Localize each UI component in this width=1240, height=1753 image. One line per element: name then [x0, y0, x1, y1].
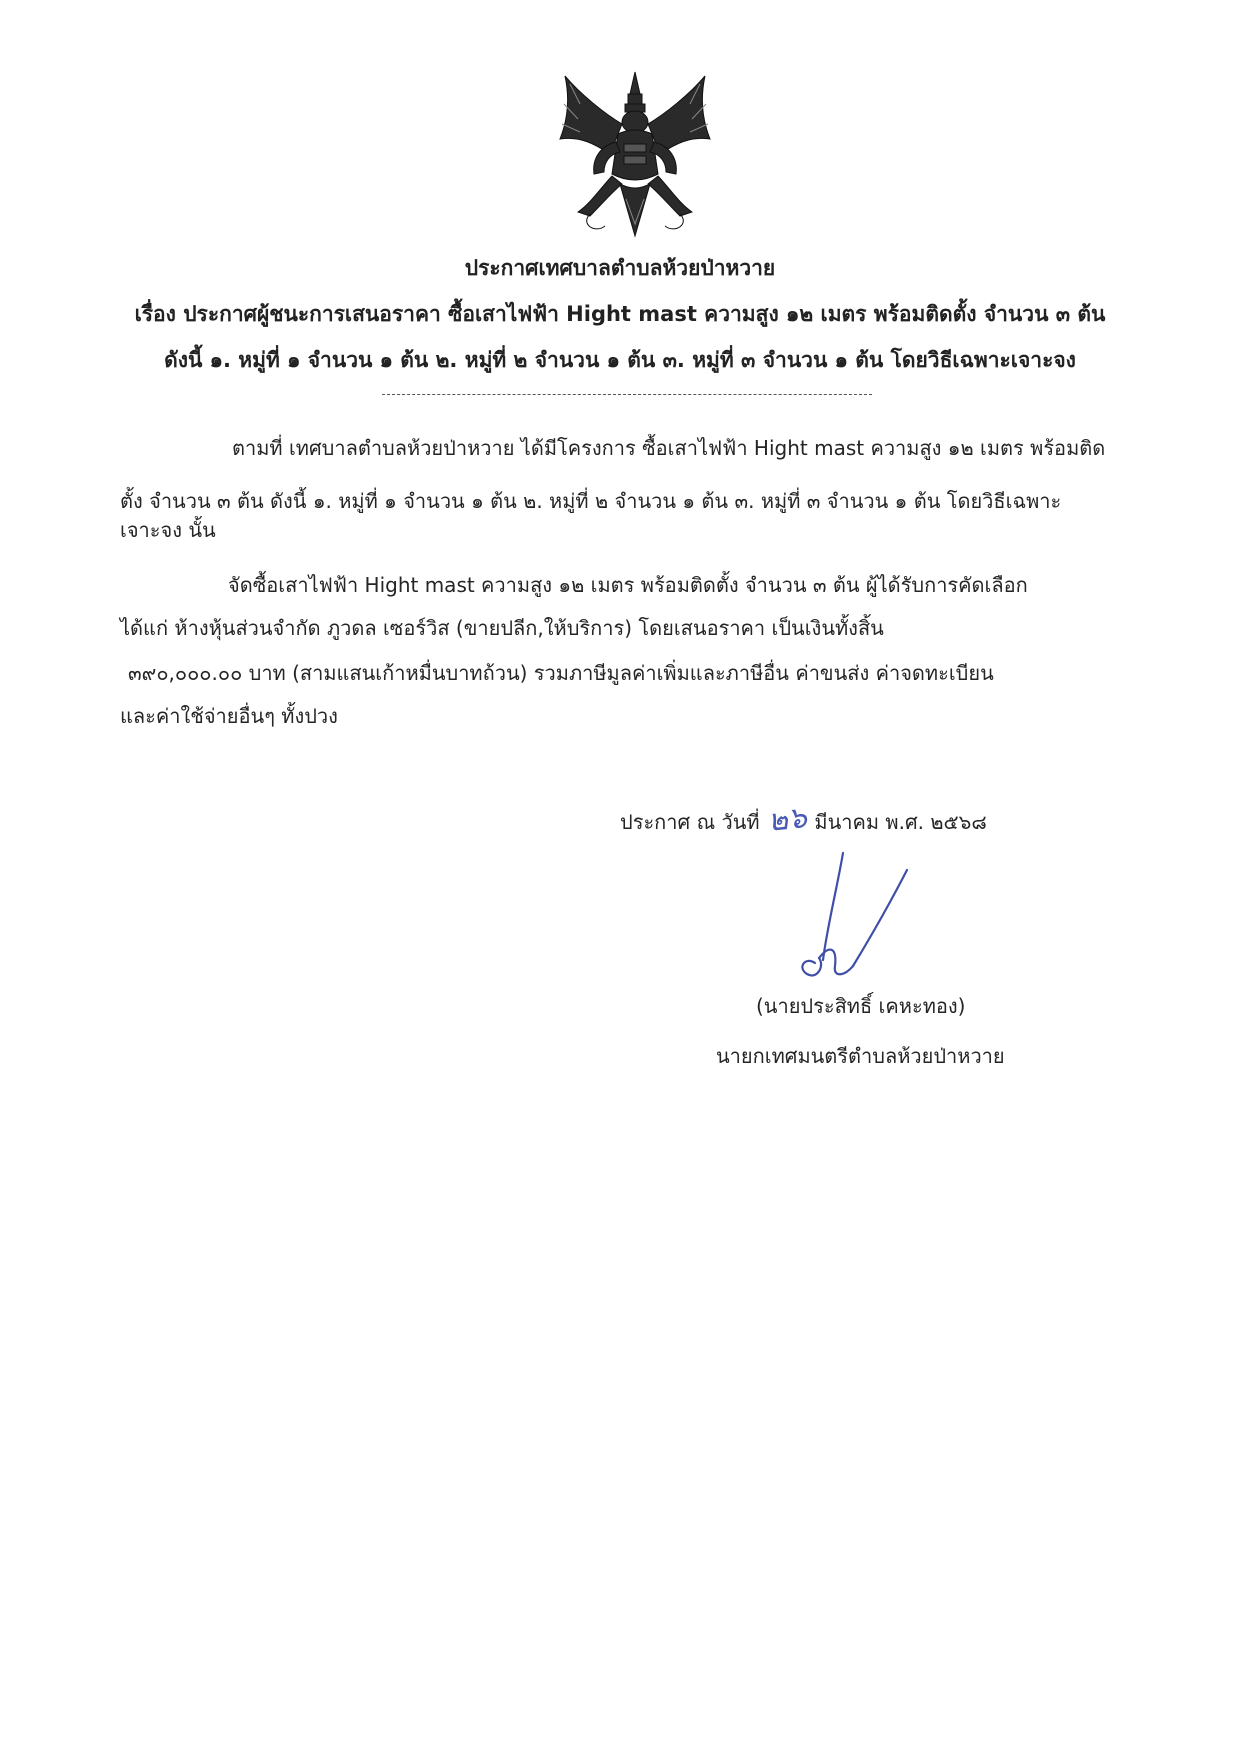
paragraph-2-line-2: ได้แก่ ห้างหุ้นส่วนจำกัด ภูวดล เซอร์วิส (ขายปลีก,ให้บริการ) โดยเสนอราคา เป็นเงินทั้งสิ้น: [120, 616, 884, 640]
paragraph-2-line-4: และค่าใช้จ่ายอื่นๆ ทั้งปวง: [120, 704, 338, 728]
date-month-year: มีนาคม พ.ศ. ๒๕๖๘: [814, 810, 987, 834]
date-prefix: ประกาศ ณ วันที่: [620, 810, 760, 834]
signatory-position: นายกเทศมนตรีตำบลห้วยป่าหวาย: [716, 1044, 1005, 1068]
announcement-subject-line-1: เรื่อง ประกาศผู้ชนะการเสนอราคา ซื้อเสาไฟฟ้า Hight mast ความสูง ๑๒ เมตร พร้อมติดตั้ง จำนวน ๓ ต้น: [134, 302, 1106, 326]
paragraph-2-line-1: จัดซื้อเสาไฟฟ้า Hight mast ความสูง ๑๒ เมตร พร้อมติดตั้ง จำนวน ๓ ต้น ผู้ได้รับการคัดเลือก: [228, 573, 1028, 597]
announcement-date: [620, 796, 987, 843]
paragraph-1-line-1: ตามที่ เทศบาลตำบลห้วยป่าหวาย ได้มีโครงการ ซื้อเสาไฟฟ้า Hight mast ความสูง ๑๒ เมตร พร้อมติด: [232, 436, 1106, 460]
announcement-subject-line-2: ดังนี้ ๑. หมู่ที่ ๑ จำนวน ๑ ต้น ๒. หมู่ที่ ๒ จำนวน ๑ ต้น ๓. หมู่ที่ ๓ จำนวน ๑ ต้น โดยวิธีเฉพาะเจาะจง: [164, 348, 1076, 372]
date-day-handwritten: ๒๖: [765, 800, 809, 839]
paragraph-1-line-3: เจาะจง นั้น: [120, 518, 216, 542]
handwritten-signature: [775, 848, 945, 998]
signatory-name: (นายประสิทธิ์ เคหะทอง): [756, 994, 966, 1018]
garuda-emblem-icon: [550, 64, 720, 244]
paragraph-1-line-2: ตั้ง จำนวน ๓ ต้น ดังนี้ ๑. หมู่ที่ ๑ จำนวน ๑ ต้น ๒. หมู่ที่ ๒ จำนวน ๑ ต้น ๓. หมู่ที่ ๓ จำนวน ๑ ต้น โดยวิธีเฉพาะ: [120, 489, 1062, 513]
header-divider: [382, 394, 872, 395]
announcement-title: ประกาศเทศบาลตำบลห้วยป่าหวาย: [464, 256, 776, 280]
paragraph-2-line-3: ๓๙๐,๐๐๐.๐๐ บาท (สามแสนเก้าหมื่นบาทถ้วน) รวมภาษีมูลค่าเพิ่มและภาษีอื่น ค่าขนส่ง ค่าจดทะเบียน: [128, 661, 994, 685]
